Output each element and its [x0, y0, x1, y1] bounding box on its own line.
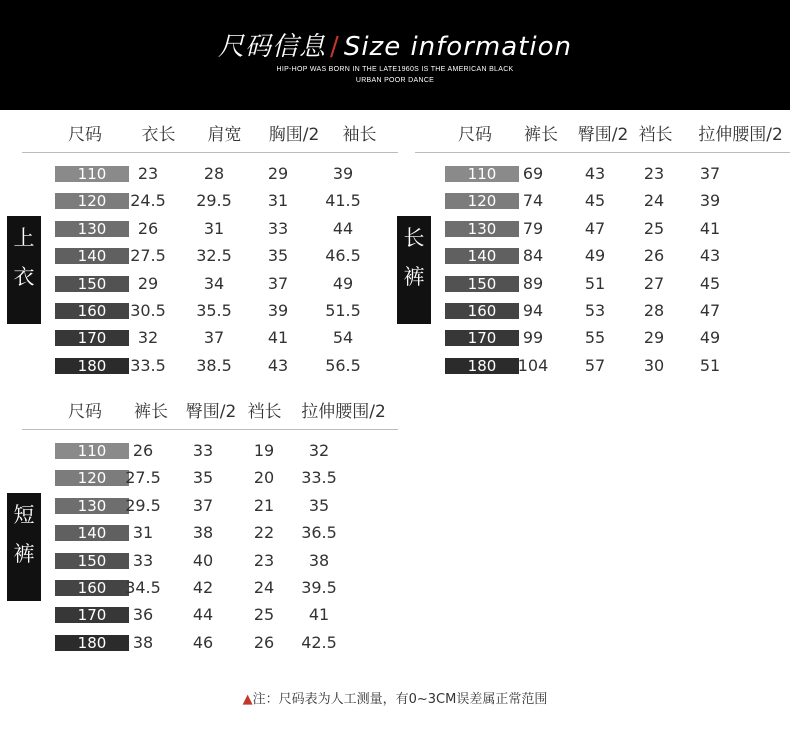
column-header: 裆长 [247, 402, 282, 422]
table-cell: 33.5 [130, 355, 166, 375]
header-divider [22, 429, 398, 430]
table-cell: 31 [203, 218, 225, 238]
table-cell: 26 [137, 218, 159, 238]
table-cell: 32 [308, 441, 330, 460]
table-cell: 34 [203, 273, 225, 293]
size-badge: 120 [55, 193, 129, 209]
table-cell: 29.5 [125, 495, 161, 515]
table-row [55, 523, 395, 543]
size-badge: 160 [445, 303, 519, 319]
table-row [55, 605, 395, 625]
size-badge: 180 [55, 635, 129, 651]
table-cell: 47 [584, 218, 606, 238]
size-badge: 180 [445, 358, 519, 374]
table-row [445, 191, 785, 211]
table-cell: 34.5 [125, 578, 161, 597]
table-cell: 41.5 [325, 191, 361, 211]
table-cell: 39.5 [301, 578, 337, 597]
header-banner [0, 0, 790, 110]
table-row [445, 246, 785, 266]
table-cell: 56.5 [325, 355, 361, 375]
table-row [55, 633, 395, 653]
table-cell: 39 [699, 191, 721, 211]
size-badge: 130 [55, 498, 129, 514]
title-separator: / [330, 32, 340, 62]
header-divider [22, 152, 398, 153]
table-row [55, 468, 395, 488]
table-cell: 44 [192, 605, 214, 625]
table-cell: 42 [192, 578, 214, 597]
column-header: 衣长 [141, 125, 176, 145]
column-header: 肩宽 [207, 125, 242, 145]
category-char: 衣 [13, 265, 35, 289]
column-header: 尺码 [68, 402, 102, 422]
table-cell: 89 [522, 273, 544, 293]
size-badge: 140 [445, 248, 519, 264]
size-badge: 160 [55, 303, 129, 319]
table-row [445, 274, 785, 294]
table-cell: 33 [267, 218, 289, 238]
table-cell: 23 [253, 550, 275, 570]
column-header: 裤长 [524, 125, 558, 145]
header-divider [415, 152, 790, 153]
table-cell: 31 [267, 191, 289, 211]
measurement-note [0, 688, 790, 707]
column-header: 袖长 [342, 125, 377, 145]
category-label-top [7, 216, 41, 324]
table-cell: 28 [203, 164, 225, 183]
table-cell: 25 [643, 218, 665, 238]
table-cell: 39 [332, 164, 354, 183]
table-cell: 28 [643, 301, 665, 320]
table-cell: 94 [522, 301, 544, 320]
table-row [55, 578, 395, 598]
table-cell: 27.5 [130, 246, 166, 266]
table-cell: 51.5 [325, 301, 361, 320]
size-badge: 180 [55, 358, 129, 374]
table-cell: 37 [203, 328, 225, 348]
table-cell: 49 [699, 328, 721, 348]
size-badge: 160 [55, 580, 129, 596]
table-cell: 41 [699, 218, 721, 238]
size-badge: 130 [445, 221, 519, 237]
column-header: 胸围/2 [268, 125, 320, 145]
table-cell: 29 [267, 164, 289, 183]
table-cell: 38 [308, 550, 330, 570]
table-cell: 29 [643, 328, 665, 348]
table-cell: 43 [584, 164, 606, 183]
table-cell: 36.5 [301, 523, 337, 543]
table-row [55, 191, 395, 211]
size-badge: 120 [445, 193, 519, 209]
table-cell: 41 [308, 605, 330, 625]
table-row [55, 328, 395, 348]
table-cell: 37 [192, 495, 214, 515]
category-char: 上 [13, 226, 35, 250]
table-cell: 27.5 [125, 468, 161, 488]
column-header: 裆长 [638, 125, 673, 145]
table-cell: 74 [522, 191, 544, 211]
size-badge: 170 [55, 607, 129, 623]
table-cell: 45 [699, 273, 721, 293]
table-cell: 51 [699, 355, 721, 375]
table-row [445, 301, 785, 321]
table-cell: 33 [192, 441, 214, 460]
table-cell: 35 [267, 246, 289, 266]
column-header: 拉伸腰围/2 [698, 125, 783, 145]
category-char: 裤 [13, 542, 35, 566]
table-row [445, 164, 785, 184]
table-cell: 38 [192, 523, 214, 543]
table-cell: 38.5 [196, 355, 232, 375]
table-cell: 26 [253, 632, 275, 652]
table-row [445, 328, 785, 348]
size-badge: 140 [55, 248, 129, 264]
table-row [445, 356, 785, 376]
table-cell: 43 [267, 355, 289, 375]
table-cell: 53 [584, 301, 606, 320]
column-header: 拉伸腰围/2 [301, 402, 386, 422]
size-badge: 110 [445, 166, 519, 182]
table-cell: 54 [332, 328, 354, 348]
table-cell: 32.5 [196, 246, 232, 266]
table-cell: 23 [137, 164, 159, 183]
table-row [55, 274, 395, 294]
table-row [55, 441, 395, 461]
subtitle-line-2: URBAN POOR DANCE [355, 77, 435, 84]
table-row [55, 219, 395, 239]
table-cell: 29 [137, 273, 159, 293]
table-cell: 21 [253, 495, 275, 515]
table-cell: 44 [332, 218, 354, 238]
table-row [55, 551, 395, 571]
table-cell: 35 [192, 468, 214, 488]
table-cell: 37 [699, 164, 721, 183]
table-cell: 84 [522, 246, 544, 266]
table-cell: 46.5 [325, 246, 361, 266]
table-cell: 47 [699, 301, 721, 320]
column-header: 裤长 [134, 402, 168, 422]
table-row [55, 496, 395, 516]
table-cell: 51 [584, 273, 606, 293]
table-cell: 43 [699, 246, 721, 266]
category-char: 长 [403, 226, 425, 250]
column-header: 臀围/2 [185, 402, 237, 422]
table-cell: 104 [517, 355, 549, 375]
size-badge: 170 [55, 330, 129, 346]
table-cell: 30.5 [130, 301, 166, 320]
table-cell: 20 [253, 468, 275, 488]
table-row [55, 356, 395, 376]
table-cell: 49 [332, 273, 354, 293]
column-header: 尺码 [68, 125, 102, 145]
table-cell: 32 [137, 328, 159, 348]
table-cell: 39 [267, 301, 289, 320]
table-row [55, 164, 395, 184]
column-header: 臀围/2 [577, 125, 629, 145]
table-cell: 40 [192, 550, 214, 570]
size-badge: 170 [445, 330, 519, 346]
size-badge: 150 [55, 276, 129, 292]
table-cell: 37 [267, 273, 289, 293]
table-cell: 33 [132, 550, 154, 570]
table-cell: 69 [522, 164, 544, 183]
table-cell: 23 [643, 164, 665, 183]
table-cell: 27 [643, 273, 665, 293]
table-row [55, 246, 395, 266]
size-badge: 110 [55, 166, 129, 182]
table-cell: 45 [584, 191, 606, 211]
size-badge: 120 [55, 470, 129, 486]
table-cell: 35.5 [196, 301, 232, 320]
page-title [0, 26, 790, 63]
table-cell: 38 [132, 632, 154, 652]
title-cn: 尺码信息 [218, 32, 327, 62]
table-cell: 79 [522, 218, 544, 238]
category-label-shorts [7, 493, 41, 601]
table-cell: 36 [132, 605, 154, 625]
table-row [55, 301, 395, 321]
subtitle-line-1: HIP-HOP WAS BORN IN THE LATE1960S IS THE AMERICAN BLACK [276, 66, 514, 73]
category-char: 短 [13, 503, 35, 527]
table-cell: 29.5 [196, 191, 232, 211]
warning-triangle-icon: ▲ [242, 692, 253, 707]
table-cell: 55 [584, 328, 606, 348]
table-cell: 57 [584, 355, 606, 375]
category-char: 裤 [403, 265, 425, 289]
table-cell: 30 [643, 355, 665, 375]
table-cell: 24 [643, 191, 665, 211]
table-cell: 26 [643, 246, 665, 266]
column-header: 尺码 [458, 125, 492, 145]
size-badge: 130 [55, 221, 129, 237]
table-cell: 25 [253, 605, 275, 625]
table-cell: 41 [267, 328, 289, 348]
note-text: 注：尺码表为人工测量，有0~3CM误差属正常范围 [252, 692, 548, 707]
title-en: Size information [343, 32, 572, 62]
table-row [445, 219, 785, 239]
table-cell: 26 [132, 441, 154, 460]
table-cell: 46 [192, 632, 214, 652]
table-cell: 19 [253, 441, 275, 460]
size-badge: 150 [445, 276, 519, 292]
table-cell: 35 [308, 495, 330, 515]
table-cell: 24 [253, 578, 275, 597]
table-cell: 22 [253, 523, 275, 543]
table-cell: 24.5 [130, 191, 166, 211]
category-label-pants [397, 216, 431, 324]
table-cell: 99 [522, 328, 544, 348]
table-cell: 33.5 [301, 468, 337, 488]
size-badge: 110 [55, 443, 129, 459]
size-badge: 150 [55, 553, 129, 569]
table-cell: 49 [584, 246, 606, 266]
table-cell: 31 [132, 523, 154, 543]
size-badge: 140 [55, 525, 129, 541]
table-cell: 42.5 [301, 632, 337, 652]
